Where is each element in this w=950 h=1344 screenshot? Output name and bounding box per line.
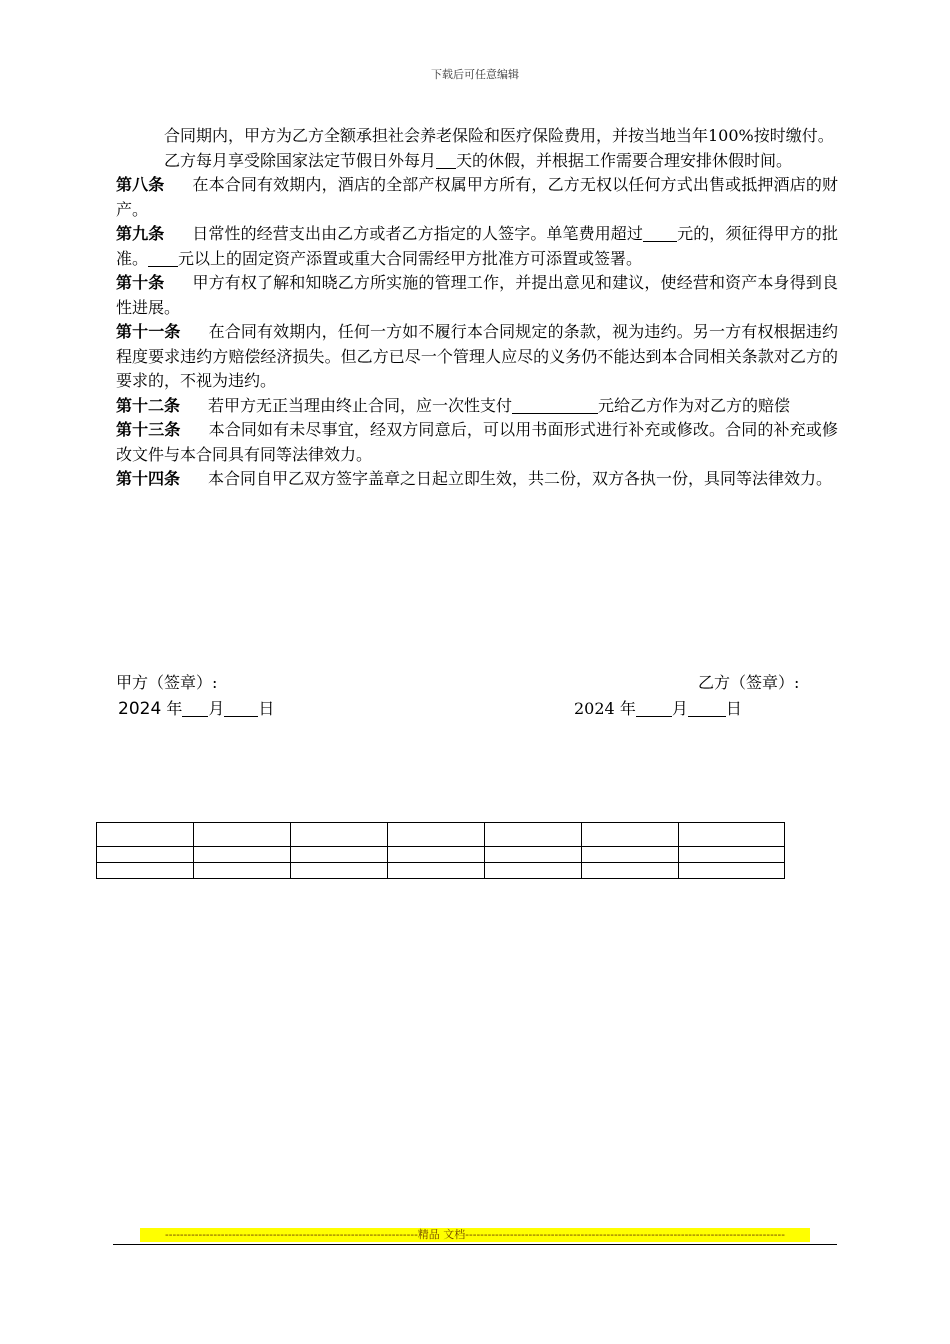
table-cell[interactable] [485,823,582,847]
article-9-text-2: 元的，须征得甲方的批准。 [116,224,838,268]
table-cell[interactable] [582,863,679,879]
table-cell[interactable] [388,863,485,879]
article-11-text: 在合同有效期内，任何一方如不履行本合同规定的条款，视为违约。另一方有权根据违约程度要求违约方赔偿经济损失。但乙方已尽一个管理人应尽的义务仍不能达到本合同相关条款对乙方的要求的，不视为违约。 [116,322,838,390]
party-b-date [574,696,742,722]
party-b-year: 2024 [574,699,615,718]
month-label-b: 月 [671,699,688,718]
table-cell[interactable] [291,847,388,863]
article-12 [116,394,838,419]
table-cell[interactable] [679,863,785,879]
table-cell[interactable] [388,823,485,847]
party-a-day-blank[interactable] [224,700,258,717]
table-cell[interactable] [194,847,291,863]
article-9-text-3: 元以上的固定资产添置或重大合同需经甲方批准方可添置或签署。 [178,248,643,268]
article-14-label: 第十四条 [116,469,181,488]
party-a-signature: 甲方（签章）: [116,673,218,692]
article-12-text-2: 元给乙方作为对乙方的赔偿 [598,395,791,415]
paragraph-leave-text-2: 天的休假，并根据工作需要合理安排休假时间。 [456,150,793,170]
article-10-label: 第十条 [116,273,165,292]
day-label-b: 日 [725,699,742,718]
table-cell[interactable] [291,823,388,847]
table-cell[interactable] [97,847,194,863]
article-8-label: 第八条 [116,175,165,194]
table-cell[interactable] [582,847,679,863]
article-8 [116,173,838,222]
article-11-label: 第十一条 [116,322,181,341]
year-suffix-a: 年 [166,699,183,718]
article-14-text: 本合同自甲乙双方签字盖章之日起立即生效，共二份，双方各执一份，具同等法律效力。 [208,469,833,488]
paragraph-leave [116,149,838,174]
paragraph-leave-text-1: 乙方每月享受除国家法定节假日外每月 [164,150,437,170]
leave-days-blank[interactable] [436,152,456,169]
month-label-a: 月 [208,699,225,718]
compensation-blank[interactable] [512,397,598,414]
expense-limit-blank[interactable] [643,225,677,242]
table-cell[interactable] [97,823,194,847]
table-cell[interactable] [291,863,388,879]
article-8-text: 在本合同有效期内，酒店的全部产权属甲方所有，乙方无权以任何方式出售或抵押酒店的财产。 [116,175,838,219]
article-13 [116,418,838,467]
article-12-text-1: 若甲方无正当理由终止合同，应一次性支付 [208,395,513,415]
party-a-date [118,696,274,722]
table-cell[interactable] [679,847,785,863]
footer-rule [113,1244,837,1245]
article-11 [116,320,838,394]
article-9 [116,222,838,271]
table-cell[interactable] [97,863,194,879]
article-10 [116,271,838,320]
asset-limit-blank[interactable] [148,250,178,267]
article-13-label: 第十三条 [116,420,181,439]
party-a-year: 2024 [118,699,162,719]
party-b-month-blank[interactable] [636,700,672,717]
page-header: 下载后可任意编辑 [431,68,519,81]
article-13-text: 本合同如有未尽事宜，经双方同意后，可以用书面形式进行补充或修改。合同的补充或修改文件与本合同具有同等法律效力。 [116,420,838,464]
party-b-day-blank[interactable] [688,700,726,717]
footer-dashes-right: -------------------------------------------------------------------------------------- [465,1228,785,1241]
article-9-text-1: 日常性的经营支出由乙方或者乙方指定的人签字。单笔费用超过 [192,224,643,243]
table-row [97,847,785,863]
table-cell[interactable] [194,863,291,879]
table-cell[interactable] [194,823,291,847]
table-cell[interactable] [388,847,485,863]
footer-banner [140,1228,810,1242]
footer-text: 精品 文档 [417,1228,466,1241]
day-label-a: 日 [258,699,275,718]
table-row [97,863,785,879]
table-cell[interactable] [485,847,582,863]
table-cell[interactable] [582,823,679,847]
party-b-signature: 乙方（签章）: [698,673,800,692]
article-10-text: 甲方有权了解和知晓乙方所实施的管理工作，并提出意见和建议，使经营和资产本身得到良性进展。 [116,273,838,317]
article-12-label: 第十二条 [116,395,181,415]
contract-body [116,124,838,492]
empty-table [96,822,785,879]
year-suffix-b: 年 [619,699,636,718]
table-cell[interactable] [485,863,582,879]
footer-dashes-left: -------------------------------------------------------------------- [165,1228,418,1241]
party-a-month-blank[interactable] [182,700,208,717]
table-cell[interactable] [679,823,785,847]
article-9-label: 第九条 [116,224,165,243]
article-14 [116,467,838,492]
table-row [97,823,785,847]
paragraph-insurance: 合同期内，甲方为乙方全额承担社会养老保险和医疗保险费用，并按当地当年100%按时缴付。 [164,126,834,145]
